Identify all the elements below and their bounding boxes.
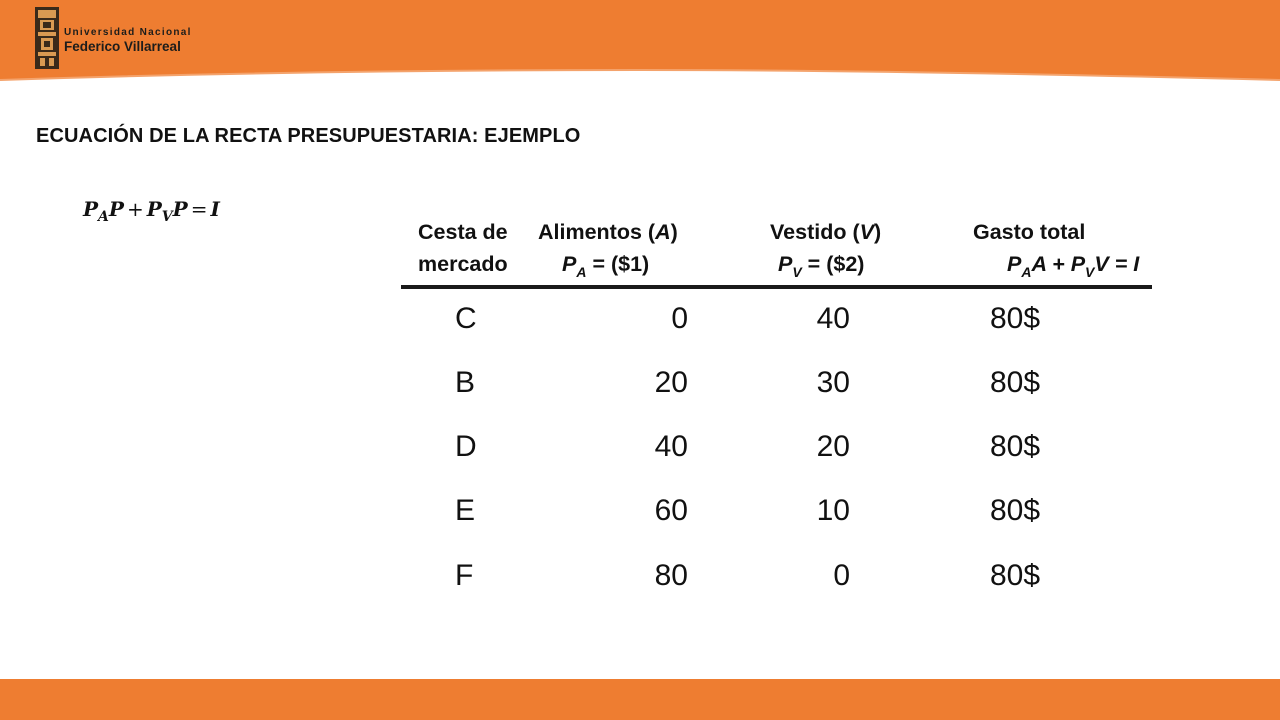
header-gasto-line1: Gasto total (973, 220, 1086, 244)
header-vestido-price-sub: V (792, 264, 802, 280)
cell-vestido: 40 (816, 302, 850, 335)
header-vestido-close: ) (873, 220, 882, 244)
formula-income: I (210, 197, 220, 221)
cell-gasto: 80$ (990, 494, 1041, 527)
header-alimentos-close: ) (670, 220, 678, 244)
cell-gasto: 80$ (990, 559, 1041, 592)
cell-vestido: 30 (816, 366, 850, 399)
cell-vestido: 0 (833, 559, 850, 592)
cell-vestido: 20 (816, 430, 850, 463)
header-gasto-sub1: A (1021, 264, 1032, 280)
header-alimentos-line1 (538, 220, 678, 244)
cell-alimentos: 80 (654, 559, 688, 592)
cell-gasto: 80$ (990, 302, 1041, 335)
formula-plus: + (126, 197, 144, 221)
logo-university-subname: Federico Villarreal (64, 39, 181, 54)
cell-gasto: 80$ (990, 366, 1041, 399)
cell-vestido: 10 (816, 494, 850, 527)
header-cesta-line2: mercado (418, 252, 508, 276)
header-alimentos-var: A (655, 220, 671, 244)
formula-sub-a: A (98, 209, 109, 225)
header-cesta-line1: Cesta de (418, 220, 508, 244)
header-alimentos-price-p: P (562, 252, 577, 276)
header-alimentos-price-value: = ($1) (592, 252, 650, 276)
header-alimentos-price (562, 252, 649, 284)
logo-university-name: Universidad Nacional (64, 27, 192, 38)
cell-cesta: B (455, 366, 476, 399)
slide-title: ECUACIÓN DE LA RECTA PRESUPUESTARIA: EJEMPLO (36, 125, 581, 147)
header-vestido-var: V (859, 220, 874, 244)
header-gasto-p1: P (1007, 252, 1022, 276)
header-gasto-formula (1007, 252, 1139, 284)
formula-sub-v: V (161, 209, 173, 225)
cell-alimentos: 20 (654, 366, 688, 399)
cell-cesta: F (455, 559, 474, 592)
header-gasto-sub2: V (1085, 264, 1095, 280)
table-header-rule (401, 285, 1152, 289)
cell-gasto: 80$ (990, 430, 1041, 463)
formula-var-1: P (108, 197, 124, 221)
formula-var-2: P (172, 197, 188, 221)
cell-cesta: E (455, 494, 476, 527)
header-vestido-price-value: = ($2) (807, 252, 865, 276)
header-vestido-price-p: P (778, 252, 793, 276)
header-vestido-price (778, 252, 864, 284)
footer-band (0, 679, 1280, 720)
header-gasto-mid: A + P (1031, 252, 1086, 276)
cell-alimentos: 60 (654, 494, 688, 527)
formula-equals: = (190, 197, 208, 221)
header-vestido-line1 (770, 220, 881, 244)
header-gasto-end: V = I (1094, 252, 1140, 276)
formula-price-v: P (146, 197, 162, 221)
cell-alimentos: 0 (671, 302, 688, 335)
formula-price-a: P (83, 197, 99, 221)
header-alimentos-text: Alimentos ( (538, 220, 656, 244)
cell-cesta: C (455, 302, 477, 335)
header-alimentos-price-sub: A (576, 264, 587, 280)
cell-cesta: D (455, 430, 477, 463)
header-vestido-text: Vestido ( (770, 220, 860, 244)
cell-alimentos: 40 (654, 430, 688, 463)
